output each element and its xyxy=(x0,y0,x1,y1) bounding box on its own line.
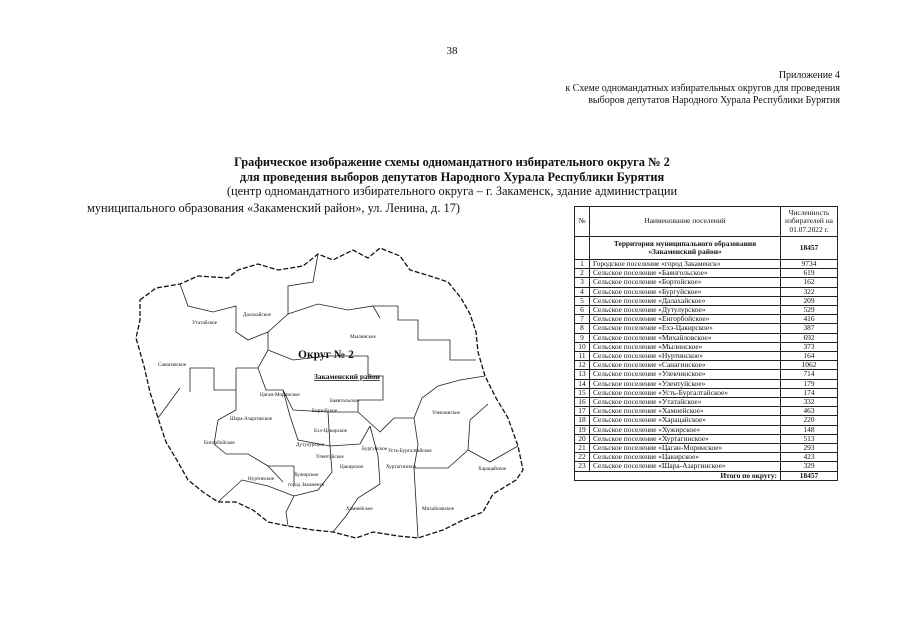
row-number: 13 xyxy=(575,370,590,379)
row-name: Сельское поселение «Енгорбойское» xyxy=(590,315,781,324)
table-row xyxy=(575,462,838,471)
row-name: Сельское поселение «Санагинское» xyxy=(590,361,781,370)
row-number: 18 xyxy=(575,416,590,425)
row-name: Сельское поселение «Харацайское» xyxy=(590,416,781,425)
map-label: Шара-Азаргинское xyxy=(230,416,273,422)
row-voters: 463 xyxy=(781,407,838,416)
title-line: для проведения выборов депутатов Народного Хурала Республики Бурятия xyxy=(239,169,665,184)
table-header-row xyxy=(575,207,838,237)
row-voters: 179 xyxy=(781,379,838,388)
row-number: 9 xyxy=(575,333,590,342)
map-label: Мылинское xyxy=(350,334,376,340)
map-label: город Закаменск xyxy=(288,482,325,488)
district-map xyxy=(118,240,538,560)
row-name: Сельское поселение «Улекчинское» xyxy=(590,370,781,379)
row-number: 14 xyxy=(575,379,590,388)
map-label: Нуртинское xyxy=(248,476,275,482)
map-label: Санагинское xyxy=(158,362,187,368)
row-number: 3 xyxy=(575,278,590,287)
map-label: Улекчинское xyxy=(432,410,460,416)
document-title xyxy=(0,155,904,199)
col-name-header: Наименование поселений xyxy=(590,207,781,237)
page-number: 38 xyxy=(446,45,458,57)
row-voters: 529 xyxy=(781,306,838,315)
table-row xyxy=(575,324,838,333)
appendix-header xyxy=(565,70,840,108)
row-voters: 164 xyxy=(781,352,838,361)
row-voters: 1062 xyxy=(781,361,838,370)
table-row xyxy=(575,379,838,388)
col-number-header: № xyxy=(575,207,590,237)
row-voters: 387 xyxy=(781,324,838,333)
map-label: Усть-Бургалтайское xyxy=(388,448,432,454)
row-name: Городское поселение «город Закаменск» xyxy=(590,260,781,269)
row-number: 10 xyxy=(575,342,590,351)
row-number: 1 xyxy=(575,260,590,269)
row-name: Сельское поселение «Хужирское» xyxy=(590,425,781,434)
row-number: 4 xyxy=(575,287,590,296)
row-voters: 332 xyxy=(781,398,838,407)
row-name: Сельское поселение «Нуртинское» xyxy=(590,352,781,361)
row-name: Сельское поселение «Михайловское» xyxy=(590,333,781,342)
row-voters: 692 xyxy=(781,333,838,342)
row-number: 22 xyxy=(575,453,590,462)
row-name: Сельское поселение «Усть-Бургалтайское» xyxy=(590,388,781,397)
row-name: Сельское поселение «Далахайское» xyxy=(590,296,781,305)
row-name: Сельское поселение «Дутулурское» xyxy=(590,306,781,315)
row-voters: 322 xyxy=(781,287,838,296)
map-label: Хужирское xyxy=(294,472,319,478)
row-number: 11 xyxy=(575,352,590,361)
row-number: 19 xyxy=(575,425,590,434)
territory-value: 18457 xyxy=(781,237,838,260)
row-name: Сельское поселение «Бортойское» xyxy=(590,278,781,287)
row-number: 6 xyxy=(575,306,590,315)
row-name: Сельское поселение «Шара-Азаргинское» xyxy=(590,462,781,471)
row-name: Сельское поселение «Ехэ-Цакирское» xyxy=(590,324,781,333)
map-label: Михайловское xyxy=(422,506,455,512)
row-name: Сельское поселение «Утатайское» xyxy=(590,398,781,407)
map-label: Баянгольское xyxy=(330,398,360,404)
row-voters: 162 xyxy=(781,278,838,287)
map-label: Дутулурское xyxy=(296,442,324,448)
row-number: 23 xyxy=(575,462,590,471)
row-name: Сельское поселение «Улентуйское» xyxy=(590,379,781,388)
map-label: Цакирское xyxy=(340,464,364,470)
row-voters: 619 xyxy=(781,269,838,278)
map-label: Утатайское xyxy=(192,320,218,326)
map-label: Бургуйское xyxy=(362,446,388,452)
map-label: Цаган-Моринское xyxy=(260,392,300,398)
territory-name: Территория муниципального образования «Закаменский район» xyxy=(590,237,781,260)
map-label: Харацайское xyxy=(478,466,507,472)
row-number: 5 xyxy=(575,296,590,305)
row-voters: 209 xyxy=(781,296,838,305)
settlement-boundaries xyxy=(158,254,518,538)
row-name: Сельское поселение «Мылинское» xyxy=(590,342,781,351)
table-row xyxy=(575,425,838,434)
row-name: Сельское поселение «Баянгольское» xyxy=(590,269,781,278)
row-voters: 220 xyxy=(781,416,838,425)
row-name: Сельское поселение «Цаган-Моринское» xyxy=(590,444,781,453)
map-label: Енгорбойское xyxy=(204,440,235,446)
map-label: Бортойское xyxy=(312,408,338,414)
row-number: 12 xyxy=(575,361,590,370)
total-value: 18457 xyxy=(781,471,838,480)
table-row xyxy=(575,416,838,425)
table-row xyxy=(575,333,838,342)
map-label: Хуртагинское xyxy=(386,464,417,470)
row-voters: 293 xyxy=(781,444,838,453)
row-number: 20 xyxy=(575,434,590,443)
col-voters-header: Численность избирателей на 01.07.2022 г. xyxy=(781,207,838,237)
title-line: муниципального образования «Закаменский район», ул. Ленина, д. 17) xyxy=(87,201,461,215)
row-voters: 148 xyxy=(781,425,838,434)
row-voters: 329 xyxy=(781,462,838,471)
row-number: 8 xyxy=(575,324,590,333)
table-row xyxy=(575,278,838,287)
title-line: Графическое изображение схемы одномандатного избирательного округа № 2 xyxy=(234,155,670,169)
row-name: Сельское поселение «Цакирское» xyxy=(590,453,781,462)
appendix-line: Приложение 4 xyxy=(778,70,840,81)
row-number: 17 xyxy=(575,407,590,416)
row-number: 15 xyxy=(575,388,590,397)
row-number: 7 xyxy=(575,315,590,324)
map-label: Улентуйское xyxy=(316,454,344,460)
district-boundary xyxy=(136,248,523,538)
row-number: 21 xyxy=(575,444,590,453)
row-number: 16 xyxy=(575,398,590,407)
row-name: Сельское поселение «Хамнейское» xyxy=(590,407,781,416)
appendix-line: к Схеме одномандатных избирательных округов для проведения xyxy=(565,82,840,94)
territory-row xyxy=(575,237,838,260)
table-row xyxy=(575,287,838,296)
row-voters: 714 xyxy=(781,370,838,379)
appendix-line: выборов депутатов Народного Хурала Республики Бурятия xyxy=(588,95,840,106)
row-number: 2 xyxy=(575,269,590,278)
row-name: Сельское поселение «Хуртагинское» xyxy=(590,434,781,443)
map-label: Далахайское xyxy=(243,312,271,318)
row-name: Сельское поселение «Бургуйское» xyxy=(590,287,781,296)
map-label: Ехэ-Цакирское xyxy=(314,428,348,434)
region-label: Закаменский район xyxy=(314,372,380,381)
table-row xyxy=(575,370,838,379)
total-label: Итого по округу: xyxy=(575,471,781,480)
total-row xyxy=(575,471,838,480)
row-voters: 9734 xyxy=(781,260,838,269)
row-voters: 416 xyxy=(781,315,838,324)
row-voters: 174 xyxy=(781,388,838,397)
row-voters: 513 xyxy=(781,434,838,443)
title-line: (центр одномандатного избирательного округа – г. Закаменск, здание администрации xyxy=(226,184,678,198)
district-label: Округ № 2 xyxy=(298,349,354,361)
settlements-table xyxy=(574,206,838,481)
row-voters: 373 xyxy=(781,342,838,351)
map-label: Хамнейское xyxy=(346,506,373,512)
row-voters: 423 xyxy=(781,453,838,462)
